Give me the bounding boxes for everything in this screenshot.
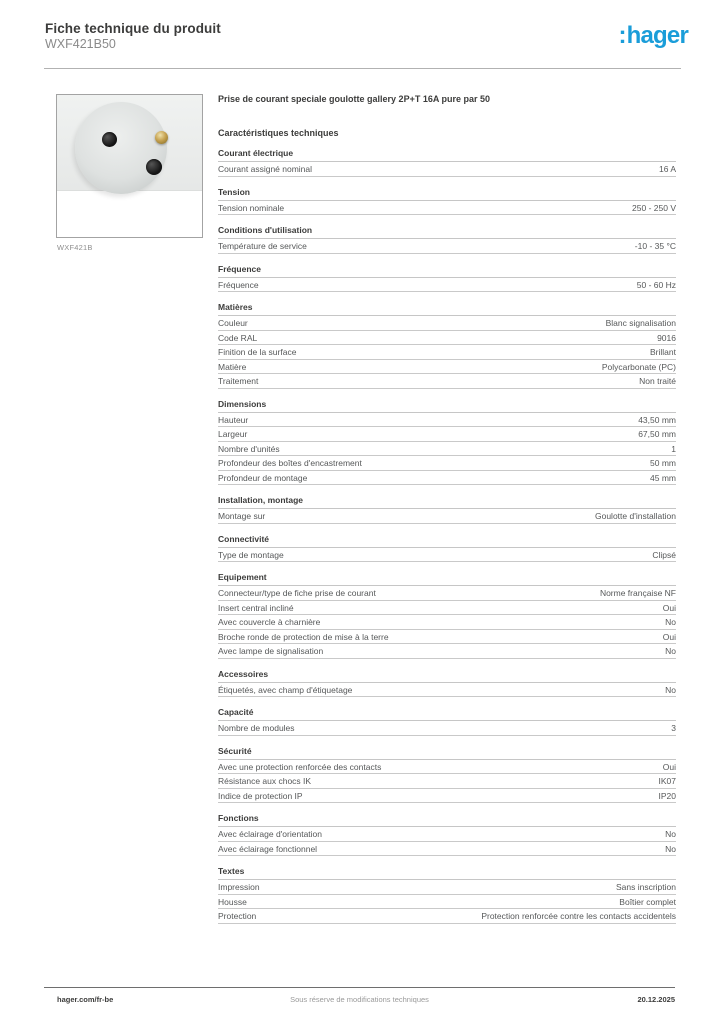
section-title: Capacité <box>218 708 676 721</box>
spec-row <box>218 331 676 346</box>
spec-label: Finition de la surface <box>218 347 297 357</box>
spec-value: 43,50 mm <box>638 414 676 425</box>
spec-row <box>218 548 676 563</box>
spec-row <box>218 586 676 601</box>
footer-date: 20.12.2025 <box>637 995 675 1004</box>
section-title: Fréquence <box>218 265 676 278</box>
spec-label: Nombre d'unités <box>218 443 280 454</box>
spec-value: 16 A <box>658 164 676 174</box>
spec-value: 67,50 mm <box>638 429 676 439</box>
spec-row <box>218 442 676 457</box>
spec-row <box>218 509 676 524</box>
spec-value: 9016 <box>657 332 676 343</box>
spec-section <box>218 188 676 216</box>
spec-row <box>218 471 676 486</box>
spec-label: Profondeur des boîtes d'encastrement <box>218 458 362 468</box>
spec-value: IK07 <box>658 776 676 786</box>
spec-label: Broche ronde de protection de mise à la terre <box>218 631 389 642</box>
section-title: Matières <box>218 303 676 316</box>
hager-logo <box>618 24 688 48</box>
spec-row <box>218 427 676 442</box>
logo-wordmark: hager <box>626 22 688 49</box>
spec-section <box>218 265 676 293</box>
spec-row <box>218 909 676 924</box>
spec-value: No <box>665 684 676 695</box>
spec-label: Avec éclairage fonctionnel <box>218 843 318 854</box>
spec-value: No <box>665 843 676 854</box>
section-title: Fonctions <box>218 814 676 827</box>
spec-label: Avec une protection renforcée des contacts <box>218 761 382 772</box>
spec-value: Oui <box>662 631 676 642</box>
spec-value: IP20 <box>658 790 676 801</box>
spec-section <box>218 670 676 698</box>
spec-label: Largeur <box>218 429 248 439</box>
spec-value: 1 <box>671 443 676 454</box>
spec-value: Protection renforcée contre les contacts accidentels <box>481 911 676 921</box>
product-title: Prise de courant speciale goulotte gallery 2P+T 16A pure par 50 <box>218 94 491 104</box>
spec-row <box>218 201 676 216</box>
spec-section <box>218 573 676 659</box>
spec-value: Blanc signalisation <box>605 318 676 328</box>
spec-value: No <box>665 646 676 656</box>
spec-row <box>218 644 676 659</box>
spec-row <box>218 774 676 789</box>
spec-row <box>218 760 676 775</box>
spec-row <box>218 316 676 331</box>
spec-label: Housse <box>218 896 247 907</box>
spec-label: Code RAL <box>218 332 258 343</box>
spec-row <box>218 345 676 360</box>
spec-label: Hauteur <box>218 414 249 425</box>
spec-label: Nombre de modules <box>218 723 295 733</box>
spec-section <box>218 226 676 254</box>
socket-face-icon <box>75 102 167 194</box>
section-title: Tension <box>218 188 676 201</box>
spec-label: Profondeur de montage <box>218 472 308 483</box>
spec-label: Montage sur <box>218 511 266 521</box>
section-title: Dimensions <box>218 400 676 413</box>
footer-divider <box>44 987 675 988</box>
spec-section <box>218 149 676 177</box>
spec-value: 250 - 250 V <box>632 202 676 213</box>
section-title: Courant électrique <box>218 149 676 162</box>
spec-value: 50 mm <box>650 458 676 468</box>
spec-section <box>218 814 676 856</box>
socket-plate <box>57 95 202 191</box>
page-header <box>45 21 221 52</box>
spec-column <box>218 94 676 924</box>
spec-label: Indice de protection IP <box>218 790 303 801</box>
spec-value: Sans inscription <box>615 882 676 892</box>
spec-value: Oui <box>662 602 676 613</box>
spec-row <box>218 789 676 804</box>
spec-value: Oui <box>662 761 676 772</box>
spec-section <box>218 867 676 924</box>
spec-row <box>218 456 676 471</box>
section-title: Connectivité <box>218 535 676 548</box>
spec-row <box>218 601 676 616</box>
spec-label: Type de montage <box>218 549 284 560</box>
spec-label: Avec couvercle à charnière <box>218 617 321 627</box>
section-title: Equipement <box>218 573 676 586</box>
spec-label: Insert central incliné <box>218 602 294 613</box>
spec-label: Courant assigné nominal <box>218 164 313 174</box>
spec-value: Boîtier complet <box>619 896 676 907</box>
spec-label: Avec lampe de signalisation <box>218 646 324 656</box>
spec-row <box>218 162 676 177</box>
header-divider <box>44 68 681 69</box>
spec-row <box>218 278 676 293</box>
socket-hole-left-icon <box>102 132 117 147</box>
spec-label: Tension nominale <box>218 202 285 213</box>
spec-row <box>218 239 676 254</box>
page-title: Fiche technique du produit <box>45 21 221 36</box>
spec-section <box>218 303 676 389</box>
spec-value: Goulotte d'installation <box>594 511 676 521</box>
spec-section <box>218 747 676 804</box>
earth-pin-icon <box>155 131 168 144</box>
spec-label: Traitement <box>218 376 259 386</box>
spec-label: Connecteur/type de fiche prise de courant <box>218 588 376 598</box>
spec-label: Matière <box>218 361 247 372</box>
spec-value: 50 - 60 Hz <box>636 279 676 290</box>
section-title: Accessoires <box>218 670 676 683</box>
spec-heading: Caractéristiques techniques <box>218 128 339 138</box>
spec-row <box>218 895 676 910</box>
spec-value: No <box>665 829 676 839</box>
section-title: Conditions d'utilisation <box>218 226 676 239</box>
spec-value: Polycarbonate (PC) <box>601 361 676 372</box>
spec-label: Couleur <box>218 318 248 328</box>
spec-value: No <box>665 617 676 627</box>
spec-row <box>218 360 676 375</box>
section-title: Installation, montage <box>218 496 676 509</box>
spec-section <box>218 708 676 736</box>
section-title: Textes <box>218 867 676 880</box>
spec-value: Non traité <box>639 376 676 386</box>
spec-sections <box>218 149 676 924</box>
spec-row <box>218 374 676 389</box>
spec-label: Impression <box>218 882 260 892</box>
product-image <box>56 94 203 238</box>
spec-value: Clipsé <box>652 549 676 560</box>
footer-website: hager.com/fr-be <box>57 995 114 1004</box>
spec-label: Protection <box>218 911 257 921</box>
spec-section <box>218 496 676 524</box>
spec-label: Étiquetés, avec champ d'étiquetage <box>218 684 353 695</box>
spec-row <box>218 615 676 630</box>
image-caption: WXF421B <box>57 243 93 252</box>
section-title: Sécurité <box>218 747 676 760</box>
logo-colon-icon: : <box>618 22 626 49</box>
spec-label: Avec éclairage d'orientation <box>218 829 323 839</box>
spec-row <box>218 880 676 895</box>
spec-label: Résistance aux chocs IK <box>218 776 312 786</box>
spec-row <box>218 842 676 857</box>
spec-row <box>218 827 676 842</box>
spec-value: -10 - 35 °C <box>634 241 676 251</box>
product-code: WXF421B50 <box>45 37 116 51</box>
spec-row <box>218 683 676 698</box>
spec-value: 3 <box>671 723 676 733</box>
spec-value: Brillant <box>650 347 676 357</box>
spec-row <box>218 413 676 428</box>
spec-value: Norme française NF <box>599 588 676 598</box>
spec-value: 45 mm <box>650 472 676 483</box>
footer-disclaimer: Sous réserve de modifications techniques <box>290 995 429 1004</box>
spec-label: Température de service <box>218 241 307 251</box>
spec-row <box>218 721 676 736</box>
spec-label: Fréquence <box>218 279 259 290</box>
spec-section <box>218 400 676 486</box>
spec-section <box>218 535 676 563</box>
spec-row <box>218 630 676 645</box>
socket-hole-bottom-icon <box>146 159 162 175</box>
